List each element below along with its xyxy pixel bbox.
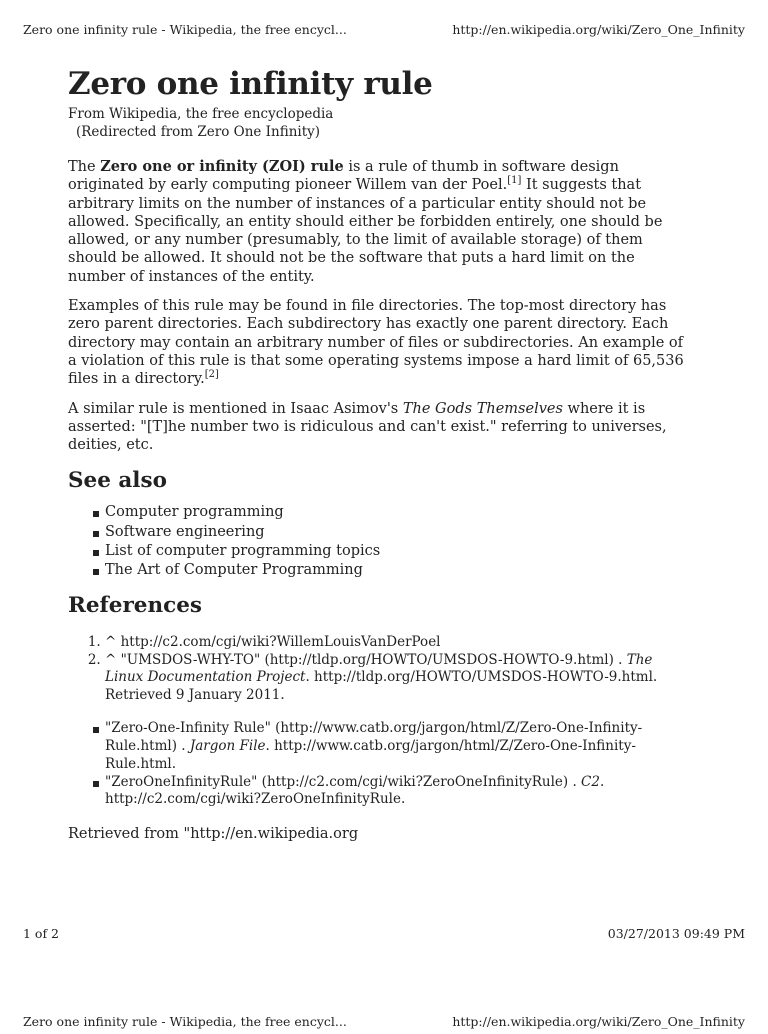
- ref2-source: The Linux Documentation Project: [105, 651, 653, 686]
- bold-term: Zero one or infinity (ZOI) rule: [100, 158, 344, 175]
- ext1-text-b: . http://www.catb.org/jargon/html/Z/Zero-One-Infinity-Rule.html.: [105, 738, 636, 772]
- redirect-note: (Redirected from Zero One Infinity): [76, 124, 321, 140]
- page-title: Zero one infinity rule: [68, 66, 433, 102]
- next-page-header-title: Zero one infinity rule - Wikipedia, the free encycl...: [23, 1014, 347, 1029]
- ref2-text-a: ^ "UMSDOS-WHY-TO" (http://tldp.org/HOWTO/UMSDOS-HOWTO-9.html) .: [105, 651, 627, 668]
- references-heading: References: [68, 593, 202, 619]
- ext2-text-a: "ZeroOneInfinityRule" (http://c2.com/cgi/wiki?ZeroOneInfinityRule) .: [105, 773, 582, 790]
- citation-link-1[interactable]: [1]: [507, 175, 522, 187]
- ref2-text-b: . http://tldp.org/HOWTO/UMSDOS-HOWTO-9.html. Retrieved 9 January 2011.: [105, 669, 658, 703]
- citation-link-2[interactable]: [2]: [204, 369, 219, 381]
- ext2-source: C2: [581, 773, 600, 790]
- examples-text: Examples of this rule may be found in file directories. The top-most directory has zero parent directories. Each subdirectory has exactly one parent directory. Each directory may contain an arbitrary number of files or subdirectories. An example of a violation of this rule is that some operating systems impose a hard limit of 65,536 files in a directory.: [68, 298, 684, 388]
- book-title: The Gods Themselves: [402, 400, 563, 417]
- see-also-item[interactable]: Computer programming: [105, 503, 693, 522]
- ext2-text-b: . http://c2.com/cgi/wiki?ZeroOneInfinityRule.: [105, 773, 605, 808]
- see-also-item[interactable]: List of computer programming topics: [105, 542, 693, 561]
- print-footer: [23, 926, 745, 941]
- intro-lead: The: [68, 159, 101, 175]
- see-also-item[interactable]: The Art of Computer Programming: [105, 561, 693, 580]
- intro-text-b: It suggests that arbitrary limits on the number of instances of a particular entity should not be allowed. Specifically, an entity should either be forbidden entirely, one should be allowed, or any number (presumably, to the limit of available storage) of them should be allowed. It should not be the software that puts a hard limit on the number of instances of the entity.: [68, 177, 663, 285]
- retrieved-from: Retrieved from "http://en.wikipedia.org: [68, 826, 359, 843]
- examples-paragraph: [68, 297, 693, 388]
- external-links-list: [68, 720, 693, 809]
- page-counter: 1 of 2: [23, 926, 60, 941]
- reference-item-2[interactable]: [105, 652, 693, 705]
- print-header-title: Zero one infinity rule - Wikipedia, the free encycl...: [23, 22, 347, 37]
- article-tagline: From Wikipedia, the free encyclopedia: [68, 106, 334, 122]
- next-page-header: [23, 1014, 745, 1034]
- ext1-source: Jargon File: [189, 738, 266, 755]
- asimov-paragraph: [68, 400, 693, 455]
- see-also-item[interactable]: Software engineering: [105, 523, 693, 542]
- asimov-text-b: where it is asserted: "[T]he number two is ridiculous and can't exist." referring to universes, deities, etc.: [68, 400, 667, 454]
- references-list: [68, 634, 693, 704]
- print-header-url: http://en.wikipedia.org/wiki/Zero_One_Infinity: [452, 22, 745, 37]
- external-link-item[interactable]: [105, 720, 693, 773]
- intro-text-a: is a rule of thumb in software design originated by early computing pioneer Willem van der Poel.: [68, 159, 619, 194]
- print-timestamp: 03/27/2013 09:49 PM: [607, 926, 745, 941]
- external-link-item[interactable]: [105, 774, 693, 810]
- print-header: [23, 22, 745, 37]
- reference-item-1[interactable]: 1. ^ http://c2.com/cgi/wiki?WillemLouisVanDerPoel: [105, 634, 693, 652]
- ext1-text-a: "Zero-One-Infinity Rule" (http://www.catb.org/jargon/html/Z/Zero-One-Infinity-Rule.html) .: [105, 720, 643, 755]
- see-also-heading: See also: [68, 468, 167, 494]
- see-also-list: [68, 503, 693, 580]
- article-body: [68, 64, 693, 843]
- asimov-text-a: A similar rule is mentioned in Isaac Asimov's: [68, 400, 403, 417]
- next-page-header-url: http://en.wikipedia.org/wiki/Zero_One_Infinity: [452, 1014, 745, 1029]
- intro-paragraph: [68, 158, 693, 286]
